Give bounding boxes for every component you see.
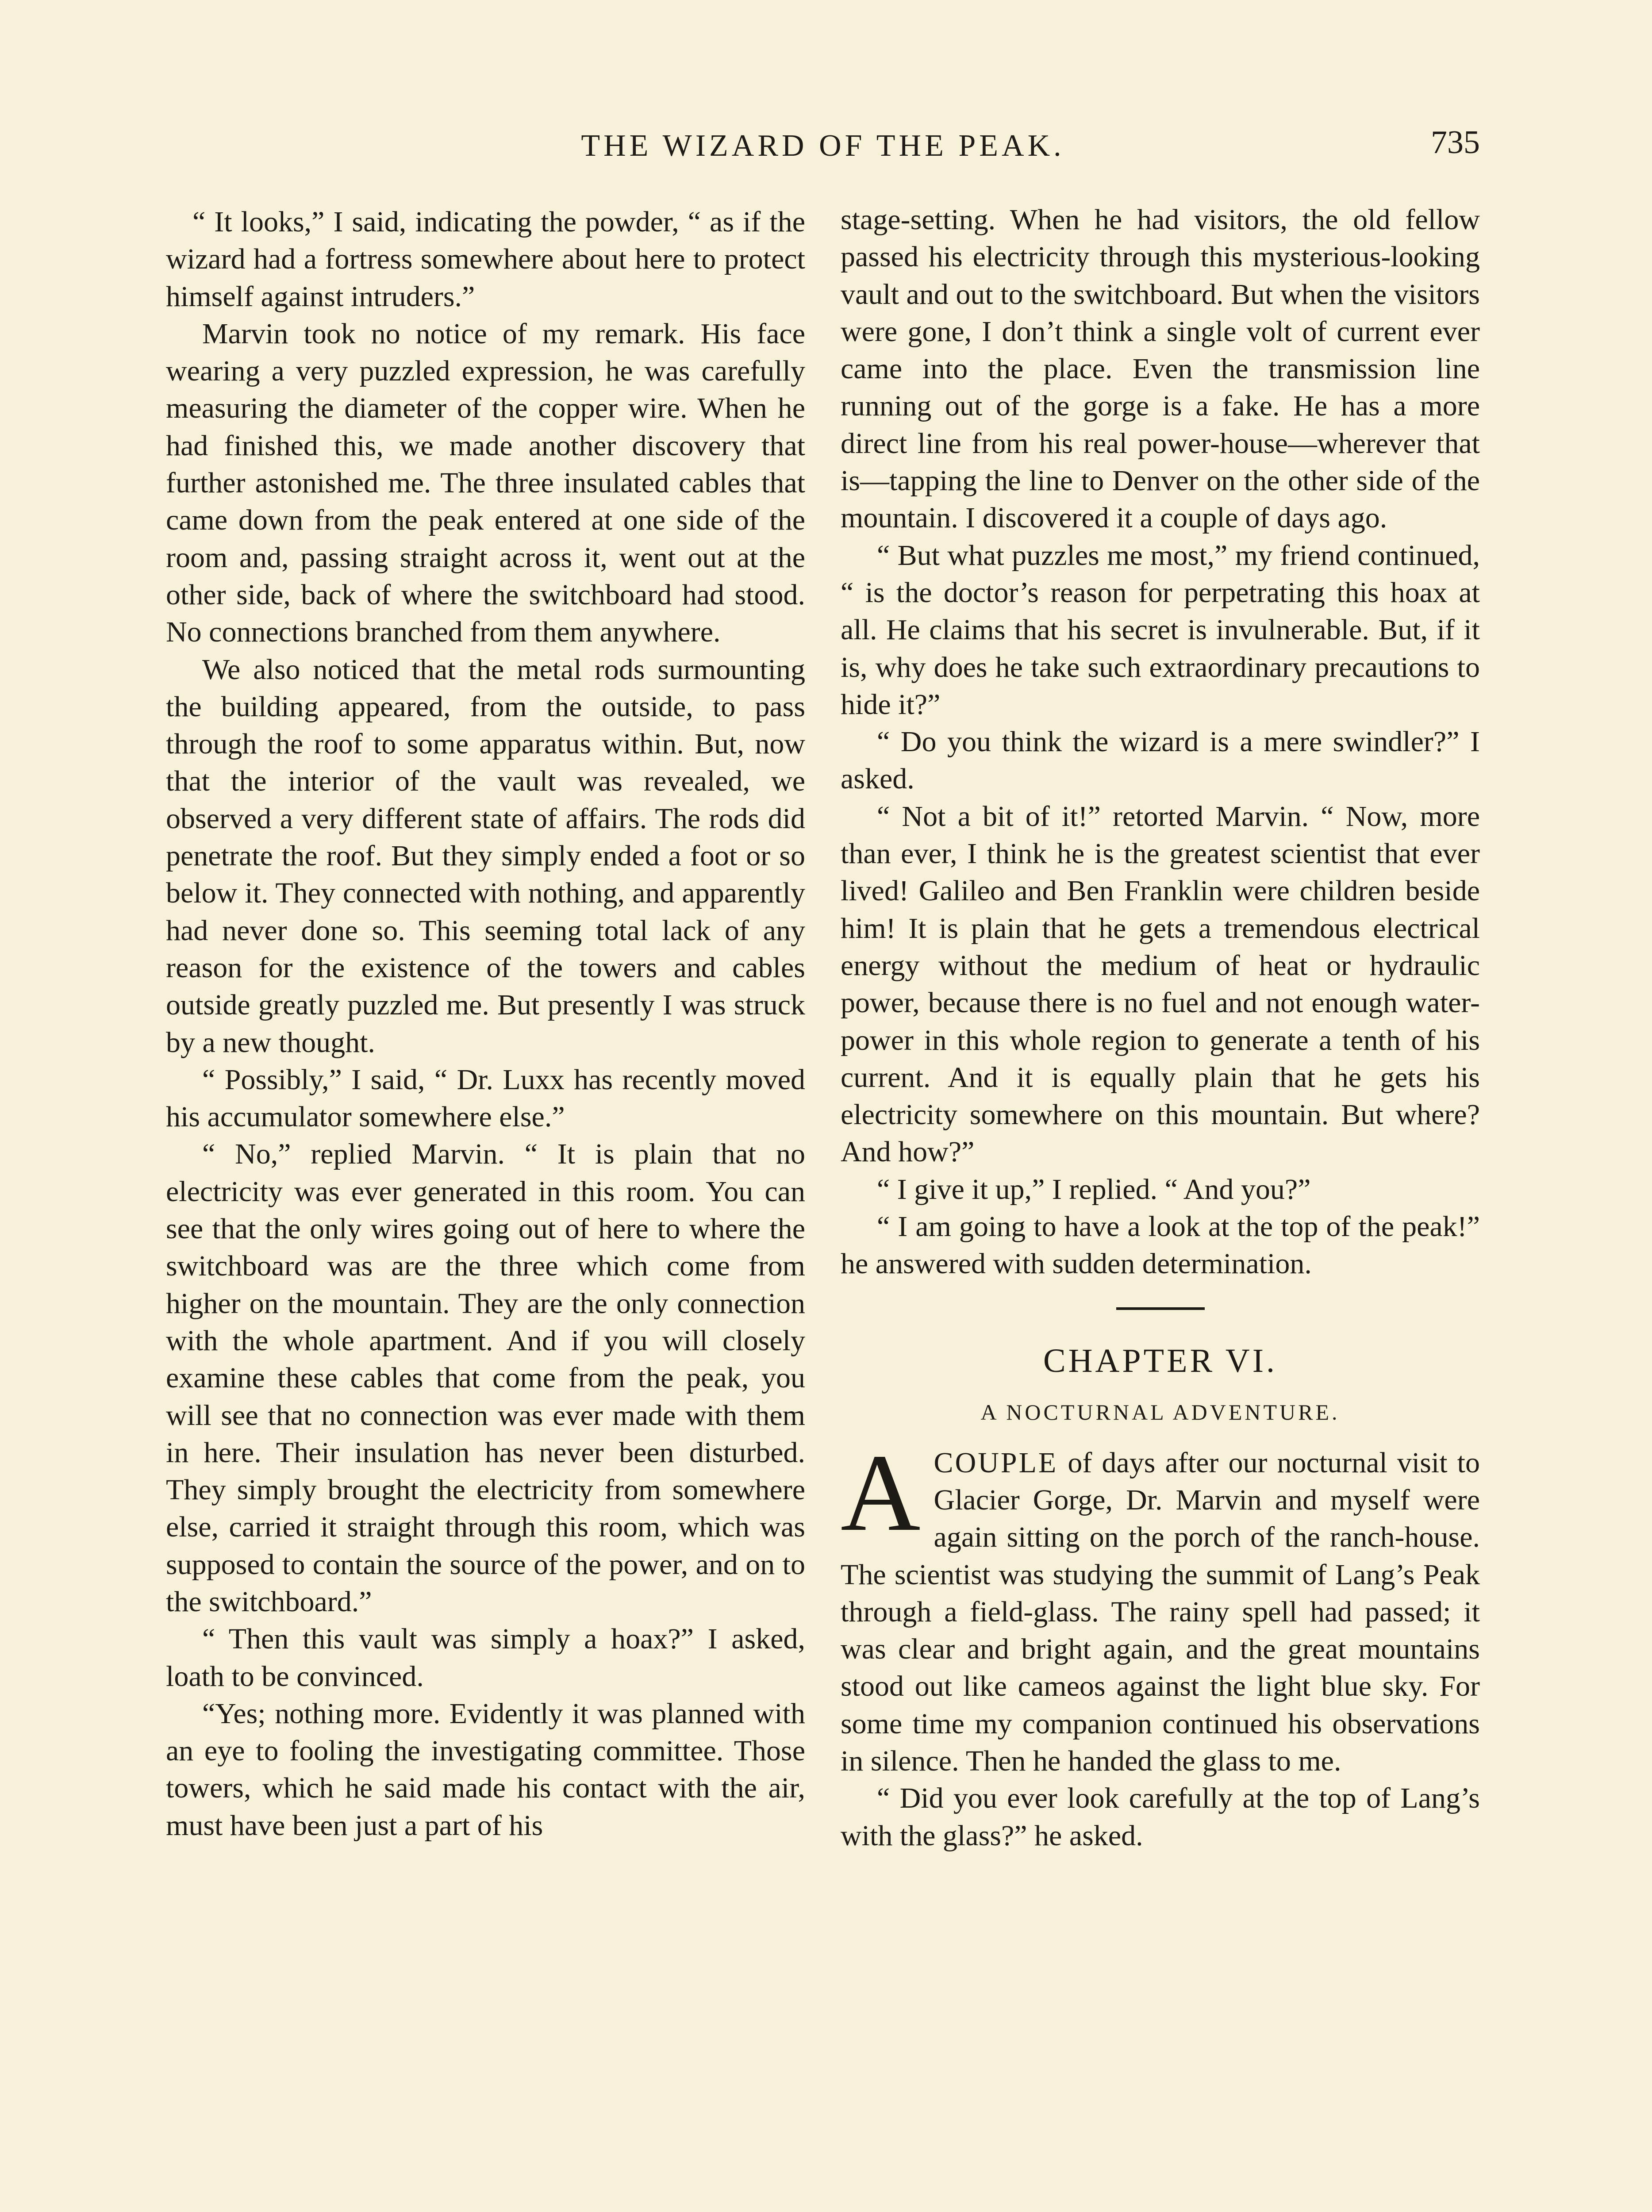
paragraph: “ No,” replied Marvin. “ It is plain that no electricity was ever generated in this room. You can see that the only wires going out of here to where the switchboard was are the three which come from higher on the mountain. They are the only connection with the whole apartment. And if you will closely examine these cables that come from the peak, you will see that no connection was ever made with them in here. Their insulation has never been disturbed. They simply brought the electricity from somewhere else, carried it straight through this room, which was supposed to contain the source of the power, and on to the switchboard.” — [166, 1138, 805, 1618]
paragraph: “ Do you think the wizard is a mere swindler?” I asked. — [841, 726, 1480, 795]
paragraph: “ I give it up,” I replied. “ And you?” — [877, 1173, 1311, 1206]
paragraph: Marvin took no notice of my remark. His face wearing a very puzzled expression, he was carefully measuring the diameter of the copper wire. When he had finished this, we made another discovery that further astonished me. The three insulated cables that came down from the peak entered at one side of the room and, passing straight across it, went out at the other side, back of where the switchboard had stood. No connections branched from them anywhere. — [166, 317, 805, 649]
chapter-opening-paragraph — [841, 1431, 1480, 1780]
running-title: THE WIZARD OF THE PEAK. — [581, 129, 1065, 163]
paragraph: “ Did you ever look carefully at the top of Lang’s with the glass?” he asked. — [841, 1782, 1480, 1852]
paragraph: “ I am going to have a look at the top of the peak!” he answered with sudden determination. — [841, 1210, 1480, 1280]
opening-text: of days after our nocturnal visit to Glacier Gorge, Dr. Marvin and myself were again sitting on the porch of the ranch-house. The scientist was studying the summit of Lang’s Peak through a field-glass. The rainy spell had passed; it was clear and bright again, and the great mountains stood out like cameos against the light blue sky. For some time my companion continued his observations in silence. Then he handed the glass to me. — [841, 1446, 1480, 1777]
page-number: 735 — [1431, 124, 1480, 161]
right-column — [841, 201, 1480, 1855]
paragraph: “ It looks,” I said, indicating the powder, “ as if the wizard had a fortress somewhere about here to protect himself against intruders.” — [166, 206, 805, 313]
page-header — [166, 124, 1480, 177]
drop-cap: A — [841, 1431, 921, 1554]
chapter-subtitle: A NOCTURNAL ADVENTURE. — [980, 1399, 1340, 1425]
paragraph: “ But what puzzles me most,” my friend continued, “ is the doctor’s reason for perpetrating this hoax at all. He claims that his secret is invulnerable. But, if it is, why does he take such extraordinary precautions to hide it?” — [841, 539, 1480, 721]
paragraph: “ Possibly,” I said, “ Dr. Luxx has recently moved his accumulator somewhere else.” — [166, 1063, 805, 1133]
section-divider — [1116, 1307, 1205, 1310]
paragraph: “ Then this vault was simply a hoax?” I asked, loath to be convinced. — [166, 1623, 805, 1693]
chapter-title: CHAPTER VI. — [1043, 1342, 1278, 1379]
opening-lead-word: COUPLE — [934, 1446, 1058, 1479]
paragraph: “Yes; nothing more. Evidently it was planned with an eye to fooling the investigating committee. Those towers, which he said made his contact with the air, must have been just a part of his — [166, 1697, 805, 1842]
paragraph: “ Not a bit of it!” retorted Marvin. “ Now, more than ever, I think he is the greatest scientist that ever lived! Galileo and Ben Franklin were children beside him! It is plain that he gets a tremendous electrical energy without the medium of heat or hydraulic power, because there is no fuel and not enough water-power in this whole region to generate a tenth of his current. And it is equally plain that he gets his electricity somewhere on this mountain. But where? And how?” — [841, 800, 1480, 1168]
paragraph: We also noticed that the metal rods surmounting the building appeared, from the outside, to pass through the roof to some apparatus within. But, now that the interior of the vault was revealed, we observed a very different state of affairs. The rods did penetrate the roof. But they simply ended a foot or so below it. They connected with nothing, and apparently had never done so. This seeming total lack of any reason for the existence of the towers and cables outside greatly puzzled me. But presently I was struck by a new thought. — [166, 653, 805, 1059]
paragraph: stage-setting. When he had visitors, the old fellow passed his electricity through this mysterious-looking vault and out to the switchboard. But when the visitors were gone, I don’t think a single volt of current ever came into the place. Even the transmission line running out of the gorge is a fake. He has a more direct line from his real power-house—wherever that is—tapping the line to Denver on the other side of the mountain. I discovered it a couple of days ago. — [841, 204, 1480, 534]
left-column — [166, 204, 805, 1844]
